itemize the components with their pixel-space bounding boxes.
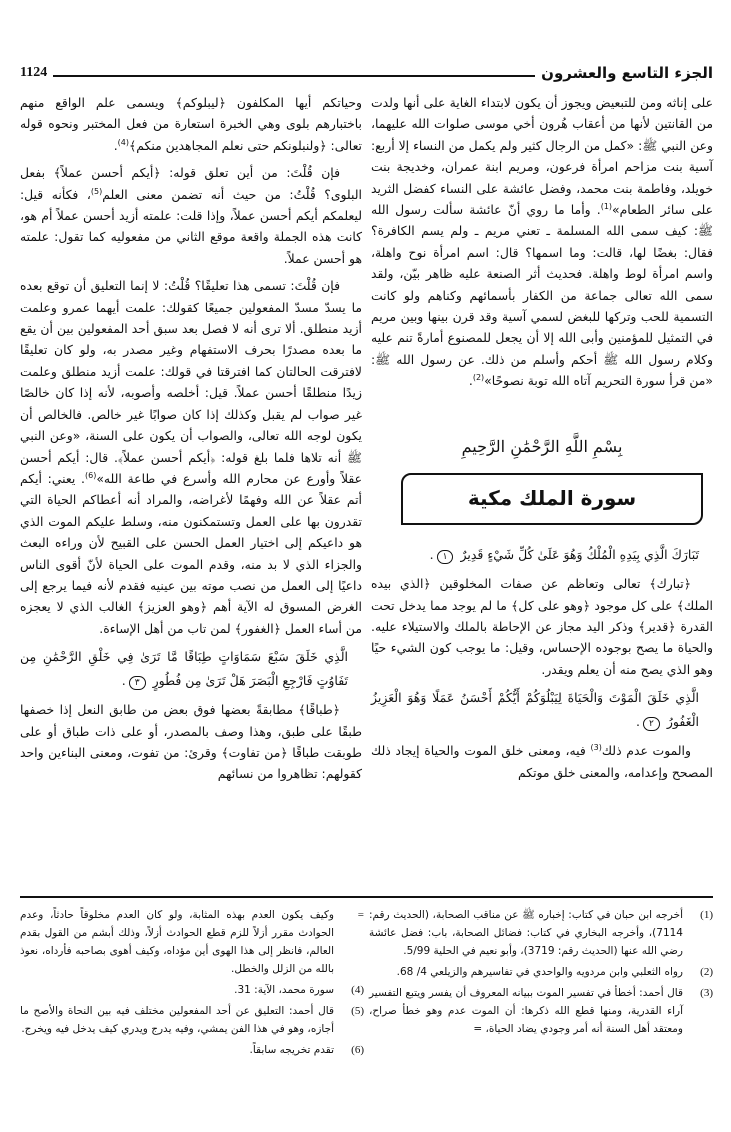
paragraph: والموت عدم ذلك$^{(3)}$ فيه، ومعنى خلق الموت والحياة إيجاد ذلك المصحح وإعدامه، والمعنى خلق موتكم (371, 743, 713, 780)
surah-title-box (401, 473, 703, 525)
left-column (20, 92, 362, 791)
quran-verse: تَبَارَكَ الَّذِي بِيَدِهِ الْمُلْكُ وَهُوَ عَلَىٰ كُلِّ شَيْءٍ قَدِيرٌ ١. (429, 547, 699, 563)
footnote-ref[interactable]: (5) (90, 186, 103, 196)
paragraph: ﴿طباقًا﴾ مطابقةً بعضها فوق بعض من طابق النعل إذا خصفها طبقًا على طبق، وهذا وصف بالمصدر، أو على ذات طباق أو على طوبقت طباقًا ﴿من تفاوت﴾ وقرئ: من تفوت، ومعنى البناءين واحد كقولهم: تظاهروا من نسائهم (20, 702, 362, 782)
footnote: (6) تقدم تخريجه سابقاً. (249, 1044, 364, 1056)
footnote: (1) أخرجه ابن حبان في كتاب: إخباره ﷺ عن مناقب الصحابة، (الحديث رقم: 7114)، وأخرجه البخاري في كتاب: فضائل الصحابة، باب: فضل عائشة رضي الله عنها (الحديث رقم: 3719)، وأبو نعيم في الحلية 5/99. (369, 909, 713, 957)
running-header (20, 63, 713, 83)
footnote-ref[interactable]: (6) (84, 470, 97, 480)
footnote-ref[interactable]: (2) (472, 373, 485, 383)
footnotes-right (369, 906, 713, 1041)
verse-number: ١ (437, 550, 454, 564)
paragraph: ﴿تبارك﴾ تعالى وتعاظم عن صفات المخلوقين ﴿الذي بيده الملك﴾ على كل موجود ﴿وهو على كل﴾ ما لم يوجد مما يدخل تحت القدرة ﴿قدير﴾ وذكر اليد مجاز عن الإحاطة بالملك والاستيلاء عليه. والحياة ما يصح بوجوده الإحساس، وقيل: ما يوجب كون الشيء حيًا وهو الذي يصح منه أن يعلم ويقدر. (371, 576, 713, 677)
surah-title: سورة الملك مكية (467, 486, 637, 511)
paragraph: على إناثه ومن للتبعيض ويجوز أن يكون لابتداء الغاية على أنها ولدت من القانتين لأنها من أعقاب هُرون أخي موسى صلوات الله عليهما، وعن النبي ﷺ: «كمل من الرجال كثير ولم يكمل من النساء إلا أربع: آسية بنت مزاحم امرأة فرعون، ومريم ابنة عمران، وخديجة بنت خويلد، وفاطمة بنت محمد، وفضل عائشة على النساء كفضل الثريد على سائر الطعام»$^{(1)}$. وأما ما روي أنّ عائشة سألت رسول الله ﷺ: كيف سمى الله المسلمة ـ تعني مريم ـ ولم يسم الكافرة؟ فقال: بغضًا لها، قالت: وما اسمها؟ قال: اسم امرأة نوح واهلة، واسم امرأة لوط واهلة. فحديث أثر الصنعة عليه ظاهر بيّن، ولقد سمى الله تعالى جماعة من الكفار بأسمائهم وكناهم ولو كانت التسمية للحب وتركها للبغض لسمي آسية وقد قرن بينها وبين مريم في التمثيل للمؤمنين وأبى الله إلا أن يجعل للمصنوع أمارةً تنم عليه وكلام رسول الله ﷺ أحكم وأسلم من ذلك. عن رسول الله ﷺ: «من قرأ سورة التحريم آتاه الله توبة نصوحًا»$^{(2)}$. (371, 95, 713, 389)
book-page (20, 0, 713, 1132)
footnote-ref[interactable]: (4) (117, 137, 129, 147)
footnote: = وكيف يكون العدم بهذه المثابة، ولو كان العدم مخلوقاً حادثاً، وعدم الحوادث مقرر أزلاً للزم قطع الحوادث أزلاً، وذلك أبشم من القول بقدم العالم، فانظر إلى هذا الهوى أين مؤداه، وكيف أهوى بصاحبه فأرداه، نعوذ بالله من الزلل والخطل. (20, 909, 364, 975)
verse-number: ٣ (129, 676, 146, 690)
footnote-ref[interactable]: (3) (590, 743, 602, 752)
quran-verse: الَّذِي خَلَقَ سَبْعَ سَمَاوَاتٍ طِبَاقًا مَّا تَرَىٰ فِي خَلْقِ الرَّحْمَٰنِ مِن تَفَاوُتٍ فَارْجِعِ الْبَصَرَ هَلْ تَرَىٰ مِن فُطُورٍ ٣. (20, 649, 348, 689)
footnote-ref[interactable]: (1) (600, 201, 613, 211)
footnote: (5) قال أحمد: التعليق عن أحد المفعولين مختلف فيه بين النحاة والأصح ما أجازه، وهو في هذا الفن يمشي، وفيه يدرج ويدري كيف يدخل فيه ويخرج. (20, 1005, 364, 1035)
verse-number: ٢ (643, 717, 660, 731)
footnote: (2) رواه الثعلبي وابن مردويه والواحدي في تفاسيرهم والزيلعي 4/ 68. (396, 966, 713, 978)
bismillah: بِسْمِ اللَّهِ الرَّحْمَٰنِ الرَّحِيمِ (461, 436, 623, 456)
paragraph: فإن قُلْتَ: من أين تعلق قوله: ﴿أيكم أحسن عملاً﴾ بفعل البلوى؟ قُلْتُ: من حيث أنه تضمن معنى العلم$^{(5)}$، فكأنه قيل: ليعلمكم أيكم أحسن عملاً، وإذا قلت: علمته أزيد أحسن عملاً أم هو، كانت هذه الجملة واقعة موقع الثاني من مفعوليه كما تقول: علمته هو أحسن عملاً. (20, 165, 362, 266)
paragraph: وحياتكم أيها المكلفون ﴿ليبلوكم﴾ ويسمى علم الواقع منهم باختبارهم بلوى وهي الخبرة استعارة من فعل المختبر ونحوه قوله تعالى: ﴿ولنبلونكم حتى نعلم المجاهدين منكم﴾$^{(4)}$. (20, 95, 362, 153)
quran-verse: الَّذِي خَلَقَ الْمَوْتَ وَالْحَيَاةَ لِيَبْلُوَكُمْ أَيُّكُمْ أَحْسَنُ عَمَلًا وَهُوَ الْعَزِيزُ الْغَفُورُ ٢. (371, 690, 699, 730)
header-rule (53, 75, 535, 77)
footnote: (4) سورة محمد، الآية: 31. (234, 984, 364, 996)
footnote-separator (20, 896, 713, 898)
volume-title: الجزء التاسع والعشرون (541, 64, 713, 82)
paragraph: فإن قُلْتَ: تسمى هذا تعليقًا؟ قُلْتُ: لا إنما التعليق أن توقع بعده ما يسدّ مسدّ المفعولين جميعًا كقولك: علمت أيهما عمرو وعلمت أزيد منطلق. ألا ترى أنه لا فصل بعد سبق أحد المفعولين بين أن يقع ما بعده مصدرًا بحرف الاستفهام وغير مصدر به، ولو كان تعليقًا لافترقت الحالتان كما افترقتا في قولك: علمت أزيد منطلق وعلمت زيدًا منطلقًا أحسن عملاً. قيل: أخلصه وأصوبه، لأنه إذا كان خالصًا غير صواب لم يقبل وكذلك إذا كان صوابًا غير خالص. فالخالص أن يكون لوجه الله تعالى، والصواب أن يكون على السنة، «وعن النبي ﷺ أنه تلاها فلما بلغ قوله: ﴿أيكم أحسن عملاً﴾. قال: أيكم أحسن عقلاً وأورع عن محارم الله وأسرع في طاعة الله»$^{(6)}$. يعني: أيكم أتم عقلاً عن الله وفهمًا لأغراضه، والمراد أنه أعطاكم الحياة التي تقدرون بها على العمل وتستمكنون منه، وسلط عليكم الموت الذي هو داعيكم إلى اختيار العمل الحسن على القبيح لأن وراءه البعث والجزاء الذي لا بد منه، وقدم الموت على الحياة لأنّ أقوى الناس داعيًا إلى العمل من نصب موته بين عينيه فقدم لأنه فيما يرجع إلى الغرض المسوق له الآية أهم ﴿وهو العزيز﴾ الغالب الذي لا يعجزه من أساء العمل ﴿الغفور﴾ لمن تاب من أهل الإساءة. (20, 278, 362, 636)
right-column (371, 92, 713, 789)
footnotes-left (20, 906, 364, 1062)
page-number: 1124 (20, 65, 48, 80)
footnote: (3) قال أحمد: أخطأ في تفسير الموت ببيانه المعروف أن يفسر ويتبع التفسير آراء القدرية، ومنها قطع الله ذكرها: أن الموت عدم وهو خطأ صراح، ومعتقد أهل السنة أنه أمر وجودي يضاد الحياة، = (369, 987, 713, 1035)
